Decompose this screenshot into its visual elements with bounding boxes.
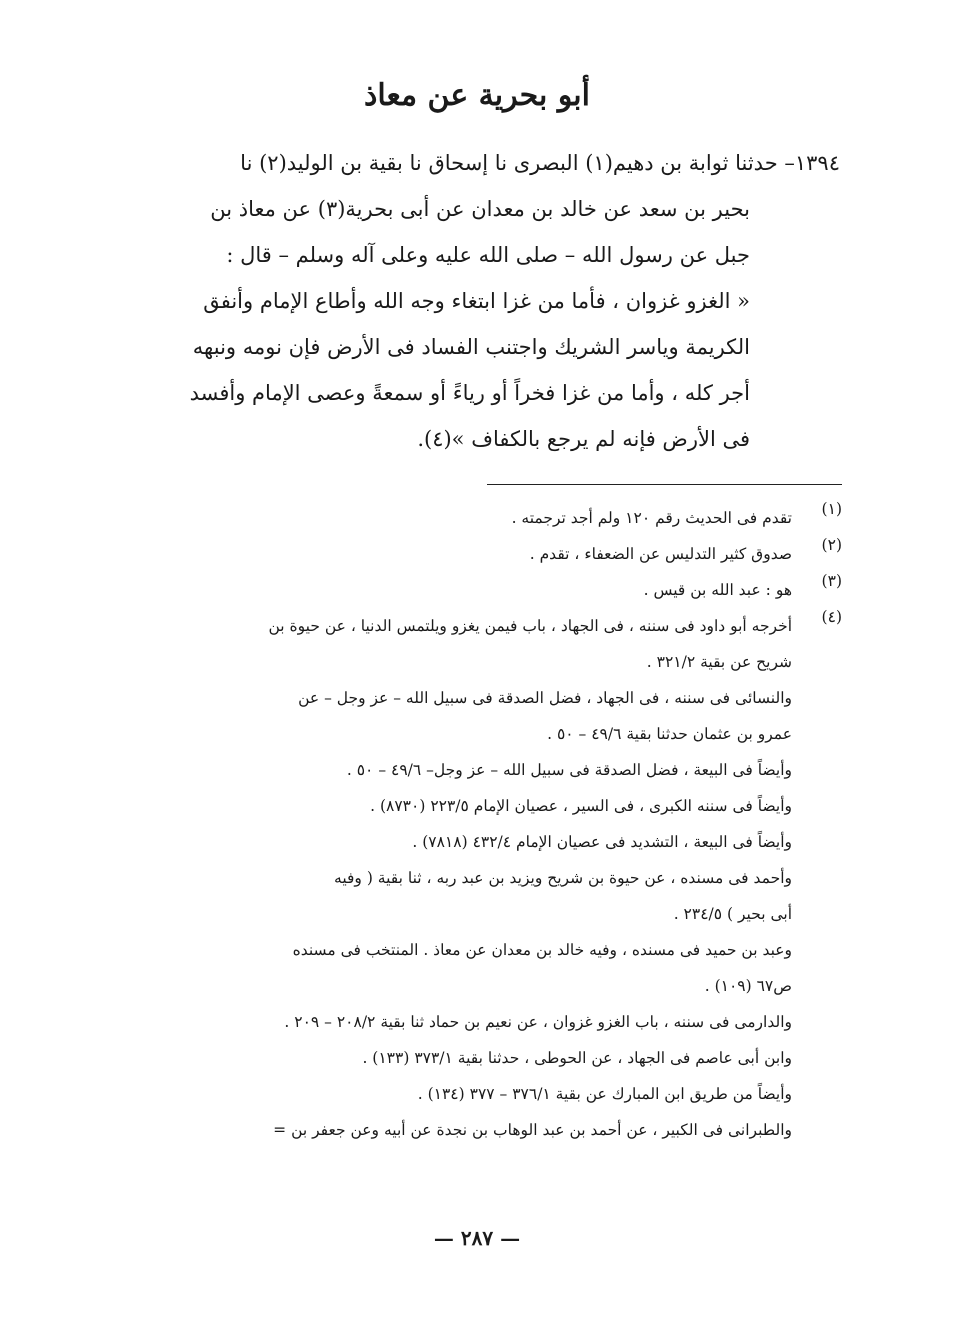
footnotes xyxy=(150,500,842,1148)
footnote-1 xyxy=(150,500,842,536)
footnote-line: شريح عن بقية ٣٢١/٢ . xyxy=(646,653,792,671)
footnote-line: وابن أبى عاصم فى الجهاد ، عن الحوطى ، حدثنا بقية ٣٧٣/١ (١٣٣) . xyxy=(362,1049,792,1067)
page-title: أبو بحرية عن معاذ xyxy=(364,78,590,113)
footnote-line: تقدم فى الحديث رقم ١٢٠ ولم أجد ترجمته . xyxy=(511,509,792,527)
footnote-line: والدارمى فى سننه ، باب الغزو غزوان ، عن نعيم بن حماد ثنا بقية ٢٠٨/٢ – ٢٠٩ . xyxy=(284,1013,792,1031)
footnote-separator xyxy=(487,484,842,485)
footnote-line: أبى بحير ) ٢٣٤/٥ . xyxy=(673,905,792,923)
footnote-number: (٢) xyxy=(821,536,842,554)
footnote-line: هو : عبد الله بن قيس . xyxy=(643,581,792,599)
footnote-line: ص٦٧ (١٠٩) . xyxy=(704,977,792,995)
footnote-line: والطبرانى فى الكبير ، عن أحمد بن عبد الوهاب بن نجدة عن أبيه وعن جعفر بن = xyxy=(273,1121,792,1139)
footnote-line: والنسائى فى سننه ، فى الجهاد ، فضل الصدقة فى سبيل الله – عز وجل – عن xyxy=(298,689,792,707)
footnote-line: وأيضاً فى سننه الكبرى ، فى السير ، عصيان الإمام ٢٢٣/٥ (٨٧٣٠) . xyxy=(370,797,792,815)
footnote-line: أخرجه أبو داود فى سننه ، فى الجهاد ، باب فيمن يغزو ويلتمس الدنيا ، عن حيوة بن xyxy=(268,617,792,635)
footnote-line: وأيضاً فى البيعة ، التشديد فى عصيان الإمام ٤٣٢/٤ (٧٨١٨) . xyxy=(412,833,792,851)
footnote-number: (٣) xyxy=(821,572,842,590)
hadith-line: بحير بن سعد عن خالد بن معدان عن أبى بحرية(٣) عن معاذ بن xyxy=(210,197,750,221)
footnote-3 xyxy=(150,572,842,608)
page-number: — ٢٨٧ — xyxy=(433,1226,521,1250)
footnote-line: عمرو بن عثمان حدثنا بقية ٤٩/٦ – ٥٠ . xyxy=(547,725,792,743)
hadith-line: جبل عن رسول الله – صلى الله عليه وعلى آله وسلم – قال : xyxy=(226,243,750,267)
footnote-2 xyxy=(150,536,842,572)
footnote-line: وأيضاً فى البيعة ، فضل الصدقة فى سبيل الله – عز وجل– ٤٩/٦ – ٥٠ . xyxy=(346,761,792,779)
hadith-text xyxy=(150,140,840,462)
hadith-line: أجر كله ، وأما من غزا فخراً أو رياءً أو سمعةً وعصى الإمام وأفسد xyxy=(189,381,750,405)
footnote-line: وأحمد فى مسنده ، عن حيوة بن شريح ويزيد بن عبد ربه ، ثنا بقية ( وفيه xyxy=(334,869,792,887)
hadith-line: فى الأرض فإنه لم يرجع بالكفاف »(٤). xyxy=(417,427,750,451)
footnote-line: وأيضاً من طريق ابن المبارك عن بقية ٣٧٦/١ – ٣٧٧ (١٣٤) . xyxy=(417,1085,792,1103)
hadith-line: الكريمة وياسر الشريك واجتنب الفساد فى الأرض فإن نومه ونبهه xyxy=(192,335,750,359)
footnote-line: صدوق كثير التدليس عن الضعفاء ، تقدم . xyxy=(529,545,792,563)
footnote-number: (١) xyxy=(821,500,842,518)
hadith-line: ١٣٩٤– حدثنا ثوابة بن دهيم(١) البصرى نا إسحاق نا بقية بن الوليد(٢) نا xyxy=(240,151,840,175)
footnote-4 xyxy=(150,608,842,1148)
footnote-number: (٤) xyxy=(821,608,842,626)
footnote-line: وعبد بن حميد فى مسنده ، وفيه خالد بن معدان عن معاذ . المنتخب فى مسنده xyxy=(292,941,792,959)
hadith-line: « الغزو غزوان ، فأما من غزا ابتغاء وجه الله وأطاع الإمام وأنفق xyxy=(203,289,750,313)
